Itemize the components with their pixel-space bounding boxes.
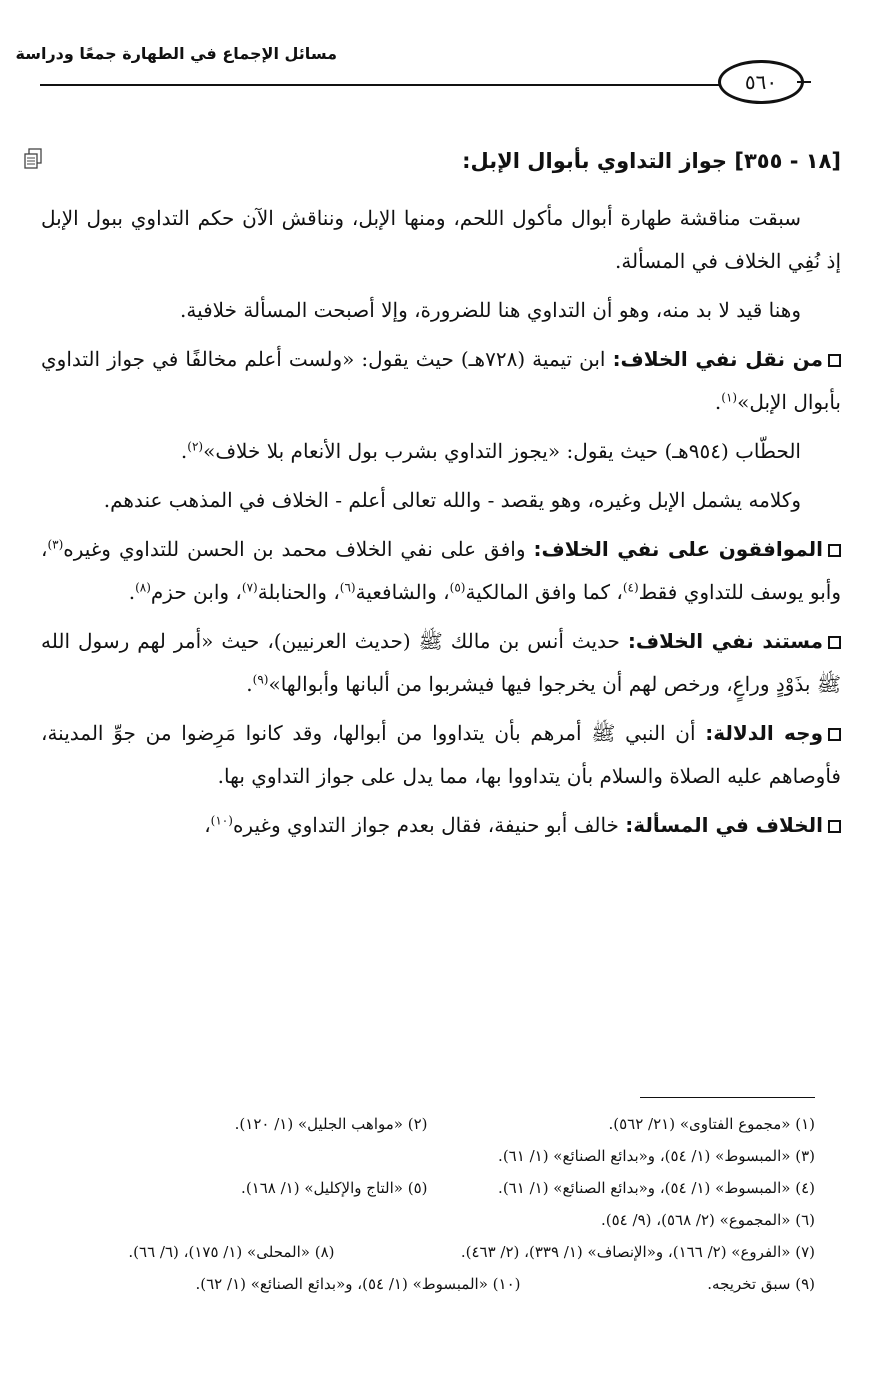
paragraph-commentary: وكلامه يشمل الإبل وغيره، وهو يقصد - والله تعالى أعلم - الخلاف في المذهب عندهم. <box>103 488 801 512</box>
body-text <box>41 140 841 853</box>
running-title: مسائل الإجماع في الطهارة جمعًا ودراسة <box>15 44 337 63</box>
label-transmitters: من نقل نفي الخلاف: <box>612 347 824 371</box>
footnote-row <box>40 1172 815 1204</box>
text-evidence: أن النبي ﷺ أمرهم بأن يتداووا من أبوالها، وقد كانوا مَرِضوا من جوِّ المدينة، فأوصاهم عليه الصلاة والسلام بأن يتداووا بها، مما يدل على جواز التداوي بها. <box>41 721 841 788</box>
paragraph-hattab: الحطّاب (٩٥٤هـ) حيث يقول: «يجوز التداوي بشرب بول الأنعام بلا خلاف»$^{(٢)}$. <box>180 439 801 463</box>
label-basis: مستند نفي الخلاف: <box>627 629 824 653</box>
paragraph-dispute: الخلاف في المسألة: خالف أبو حنيفة، فقال بعدم جواز التداوي وغيره$^{(١٠)}$، <box>41 804 841 847</box>
label-agreeing: الموافقون على نفي الخلاف: <box>533 537 823 561</box>
footnote-ref-2: (٢) <box>187 439 204 454</box>
issue-heading <box>41 140 841 183</box>
square-bullet-icon <box>828 820 841 833</box>
paragraph-transmitters: من نقل نفي الخلاف: ابن تيمية (٧٢٨هـ) حيث يقول: «ولست أعلم مخالفًا في جواز التداوي بأبوال الإبل»$^{(١)}$. <box>41 347 841 414</box>
footnote-10: (١٠) «المبسوط» (١/ ٥٤)، و«بدائع الصنائع» (١/ ٦٢). <box>195 1275 521 1293</box>
footnote-2: (٢) «مواهب الجليل» (١/ ١٢٠). <box>234 1115 428 1133</box>
square-bullet-icon <box>828 636 841 649</box>
text-basis: حديث أنس بن مالك ﷺ (حديث العرنيين)، حيث «أمر لهم رسول الله ﷺ بذَوْدٍ وراعٍ، ورخص لهم أن يخرجوا فيها فيشربوا من ألبانها وأبوالها» <box>41 629 841 696</box>
text-transmitters: ابن تيمية (٧٢٨هـ) حيث يقول: «ولست أعلم مخالفًا في جواز التداوي بأبوال الإبل» <box>41 347 841 414</box>
footnote-ref-1: (١) <box>721 390 738 405</box>
paragraph-agreeing: الموافقون على نفي الخلاف: وافق على نفي الخلاف محمد بن الحسن للتداوي وغيره$^{(٣)}$، وأبو يوسف للتداوي فقط$^{(٤)}$، كما وافق المالكية$^{(٥)}$، والشافعية$^{(٦)}$، والحنابلة$^{(٧)}$، وابن حزم$^{(٨)}$. <box>41 537 841 604</box>
footnote-ref-8: (٨) <box>135 580 151 595</box>
copy-icon <box>23 148 43 170</box>
footnote-ref-3: (٣) <box>47 537 64 552</box>
paragraph-basis: مستند نفي الخلاف: حديث أنس بن مالك ﷺ (حديث العرنيين)، حيث «أمر لهم رسول الله ﷺ بذَوْدٍ وراعٍ، ورخص لهم أن يخرجوا فيها فيشربوا من ألبانها وأبوالها»$^{(٩)}$. <box>41 629 841 696</box>
footnote-4: (٤) «المبسوط» (١/ ٥٤)، و«بدائع الصنائع» (١/ ٦١). <box>498 1179 815 1197</box>
footnote-ref-5: (٥) <box>449 580 466 595</box>
footnote-separator <box>640 1097 815 1098</box>
header-rule <box>40 84 765 86</box>
paragraph-intro: سبقت مناقشة طهارة أبوال مأكول اللحم، ومنها الإبل، ونناقش الآن حكم التداوي ببول الإبل إذ نُفِي الخلاف في المسألة. <box>41 206 841 273</box>
page-number: ٥٦٠ <box>744 70 778 94</box>
footnote-ref-9: (٩) <box>252 672 269 687</box>
text-hattab: الحطّاب (٩٥٤هـ) حيث يقول: «يجوز التداوي بشرب بول الأنعام بلا خلاف» <box>203 439 801 463</box>
footnote-9: (٩) سبق تخريجه. <box>707 1275 815 1293</box>
text-dispute: خالف أبو حنيفة، فقال بعدم جواز التداوي وغيره <box>232 813 619 837</box>
footnote-row <box>40 1268 815 1300</box>
footnote-8: (٨) «المحلى» (١/ ١٧٥)، (٦/ ٦٦). <box>128 1243 335 1261</box>
footnote-ref-6: (٦) <box>339 580 356 595</box>
footnote-ref-7: (٧) <box>241 580 258 595</box>
footnote-6: (٦) «المجموع» (٢/ ٥٦٨)، (٩/ ٥٤). <box>600 1211 815 1229</box>
footnote-3: (٣) «المبسوط» (١/ ٥٤)، و«بدائع الصنائع» (١/ ٦١). <box>498 1147 815 1165</box>
paragraph-condition: وهنا قيد لا بد منه، وهو أن التداوي هنا للضرورة، وإلا أصبحت المسألة خلافية. <box>179 298 801 322</box>
footnote-ref-4: (٤) <box>622 580 639 595</box>
square-bullet-icon <box>828 728 841 741</box>
footnote-row <box>40 1108 815 1140</box>
square-bullet-icon <box>828 544 841 557</box>
footnote-7: (٧) «الفروع» (٢/ ١٦٦)، و«الإنصاف» (١/ ٣٣٩)، (٢/ ٤٦٣). <box>460 1243 815 1261</box>
footnote-row <box>40 1236 815 1268</box>
page-number-oval <box>718 60 804 104</box>
label-evidence: وجه الدلالة: <box>705 721 824 745</box>
issue-heading-text: [١٨ - ٣٥٥] جواز التداوي بأبوال الإبل: <box>462 149 841 173</box>
footnotes <box>40 1108 815 1300</box>
square-bullet-icon <box>828 354 841 367</box>
footnote-ref-10: (١٠) <box>210 813 233 828</box>
label-dispute: الخلاف في المسألة: <box>625 813 823 837</box>
paragraph-evidence <box>41 712 841 798</box>
footnote-1: (١) «مجموع الفتاوى» (٢١/ ٥٦٢). <box>608 1115 815 1133</box>
footnote-5: (٥) «التاج والإكليل» (١/ ١٦٨). <box>241 1179 428 1197</box>
